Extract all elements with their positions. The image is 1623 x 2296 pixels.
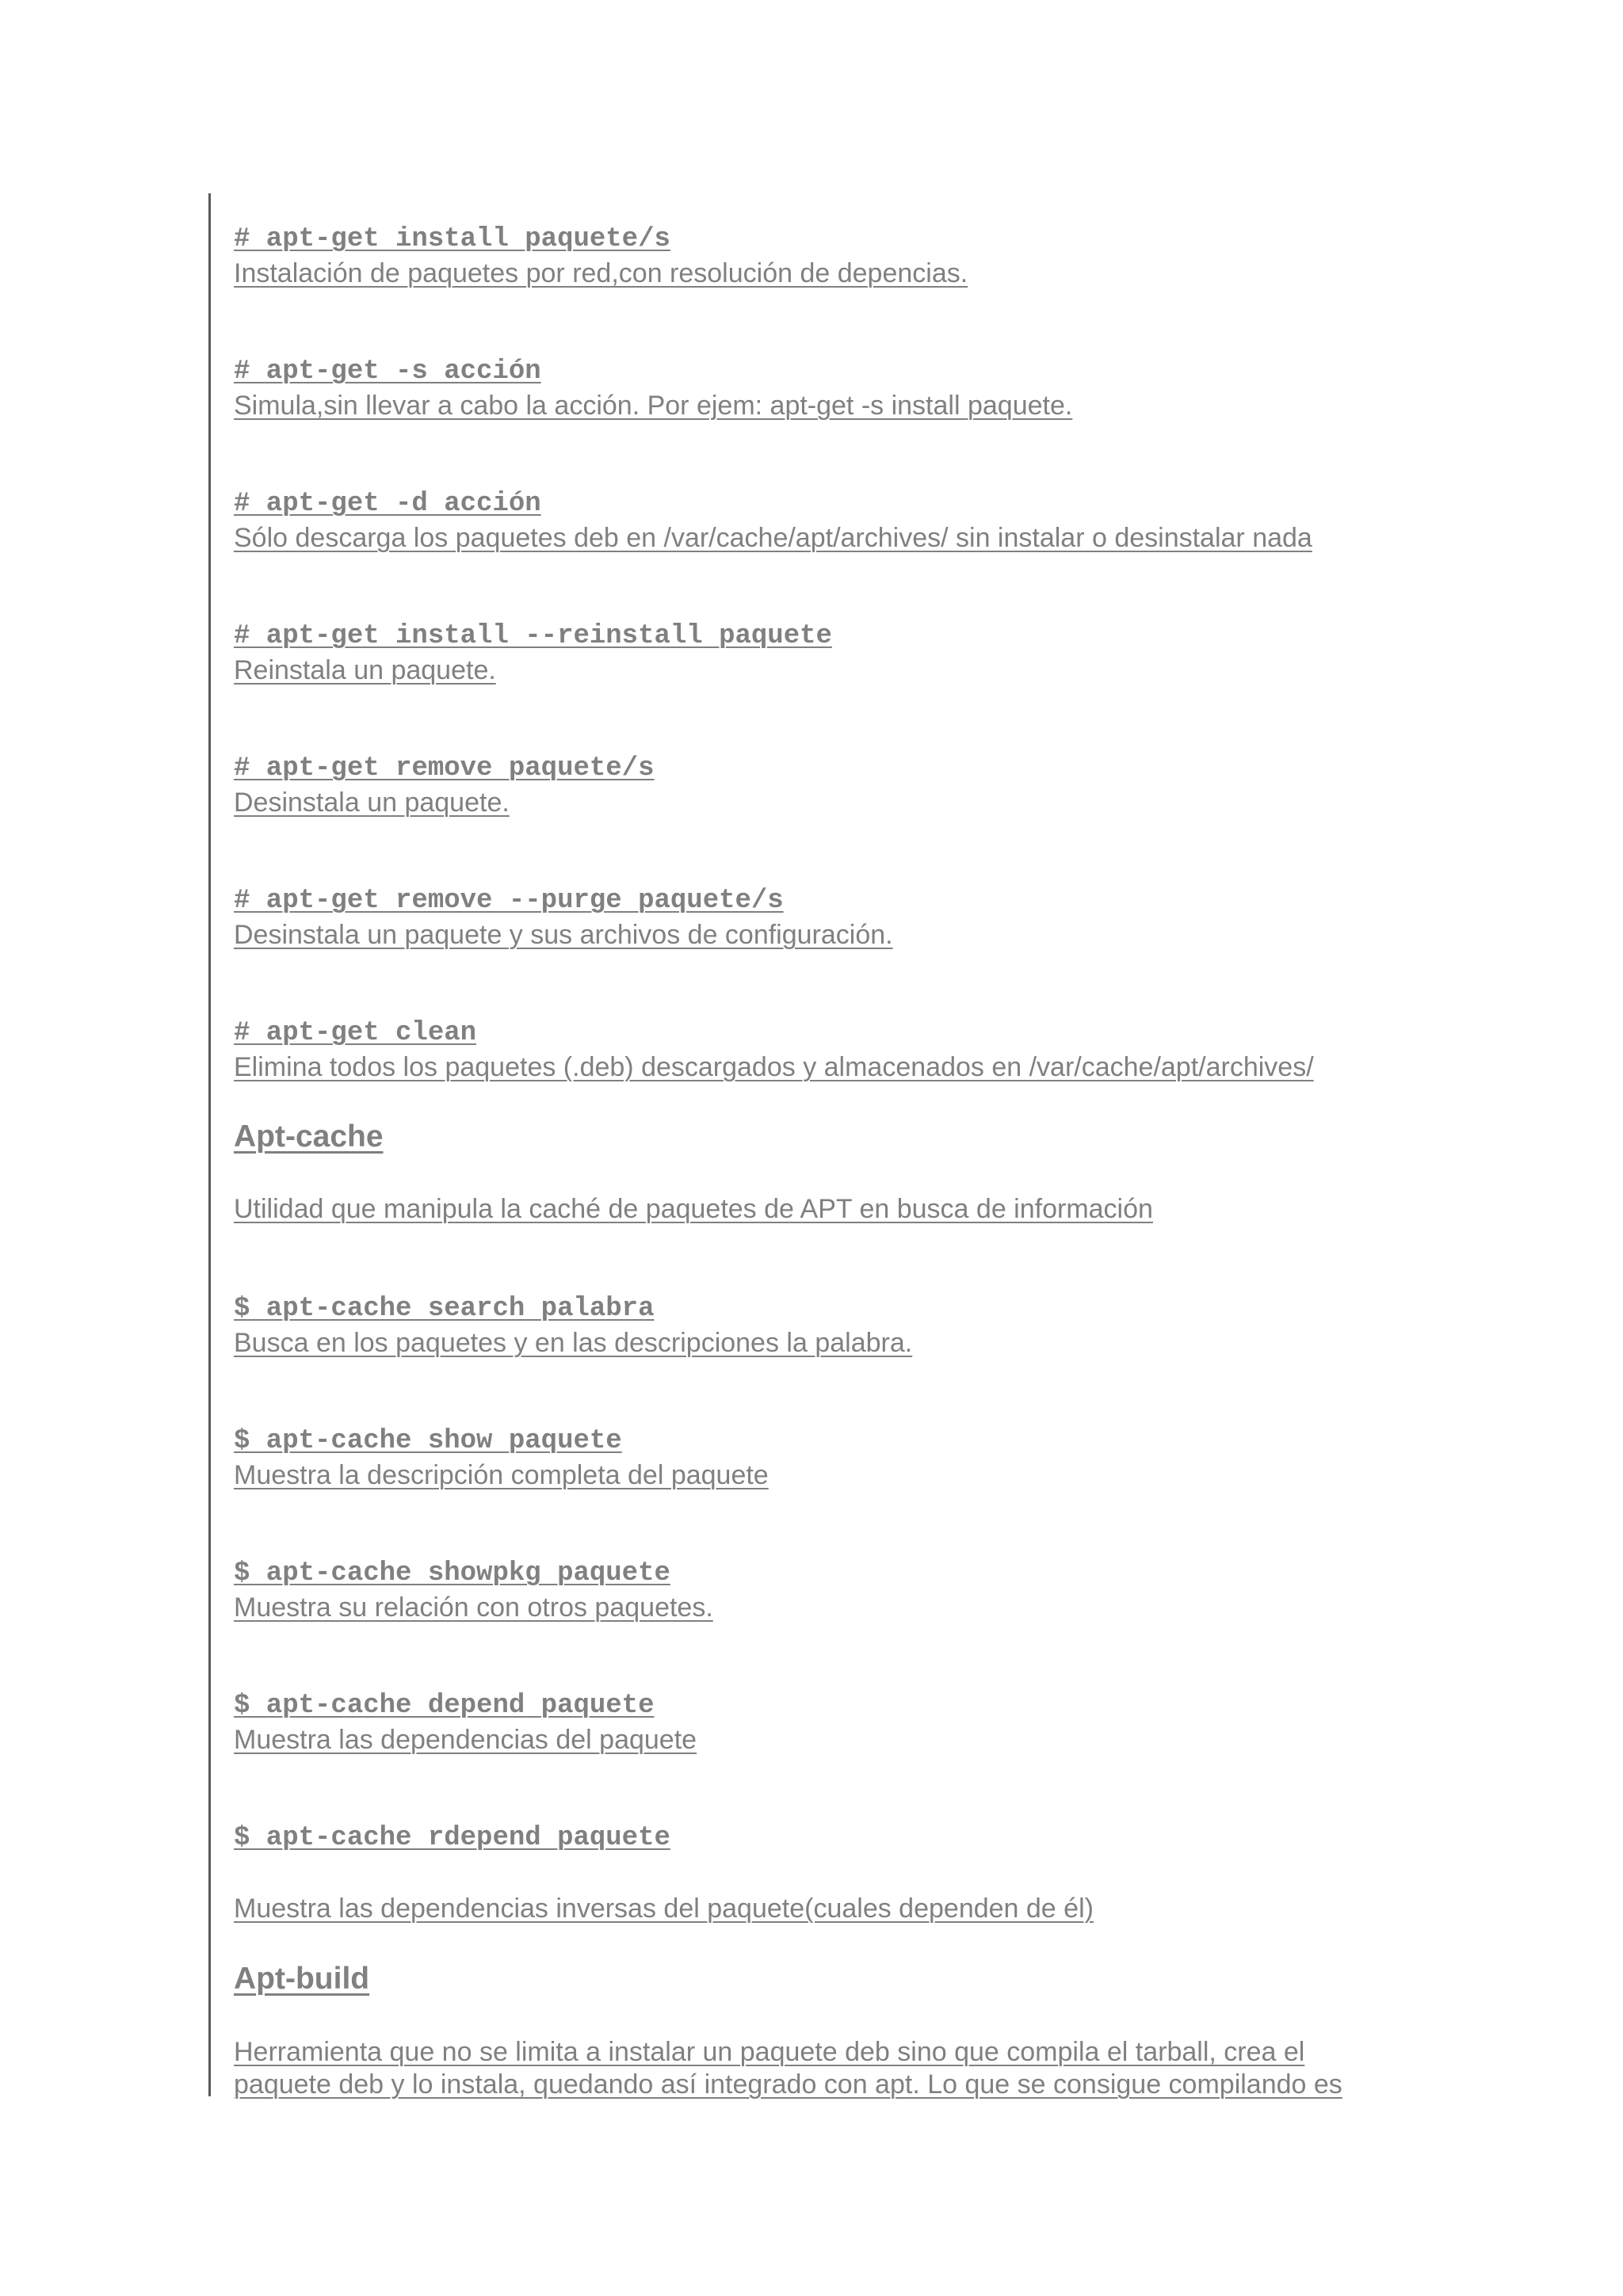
description-apt-cache-depend: Muestra las dependencias del paquete xyxy=(234,1725,697,1755)
description-apt-get-simulate: Simula,sin llevar a cabo la acción. Por ejem: apt-get -s install paquete. xyxy=(234,391,1073,421)
description-apt-get-clean: Elimina todos los paquetes (.deb) descargados y almacenados en /var/cache/apt/archives/ xyxy=(234,1052,1314,1082)
description-apt-cache-show: Muestra la descripción completa del paquete xyxy=(234,1460,769,1490)
section-heading-apt-build: Apt-build xyxy=(234,1962,370,1996)
command-apt-get-purge: # apt-get remove --purge paquete/s xyxy=(234,886,784,916)
section-heading-apt-cache: Apt-cache xyxy=(234,1119,384,1154)
command-apt-get-download: # apt-get -d acción xyxy=(234,489,541,519)
description-apt-cache-showpkg: Muestra su relación con otros paquetes. xyxy=(234,1592,713,1623)
command-apt-cache-depend: $ apt-cache depend paquete xyxy=(234,1691,655,1721)
command-apt-get-reinstall: # apt-get install --reinstall paquete xyxy=(234,621,832,651)
left-margin-rule xyxy=(208,193,211,2096)
command-apt-get-clean: # apt-get clean xyxy=(234,1018,477,1048)
apt-cache-intro: Utilidad que manipula la caché de paquetes de APT en busca de información xyxy=(234,1194,1153,1224)
description-apt-get-purge: Desinstala un paquete y sus archivos de configuración. xyxy=(234,920,893,950)
apt-build-intro-line-1: Herramienta que no se limita a instalar un paquete deb sino que compila el tarball, crea el xyxy=(234,2037,1305,2067)
command-apt-cache-showpkg: $ apt-cache showpkg paquete xyxy=(234,1558,670,1589)
command-apt-get-simulate: # apt-get -s acción xyxy=(234,357,541,387)
description-apt-cache-rdepend: Muestra las dependencias inversas del paquete(cuales dependen de él) xyxy=(234,1894,1094,1924)
description-apt-get-download: Sólo descarga los paquetes deb en /var/cache/apt/archives/ sin instalar o desinstalar nada xyxy=(234,523,1312,553)
command-apt-get-remove: # apt-get remove paquete/s xyxy=(234,753,655,784)
description-apt-get-install: Instalación de paquetes por red,con resolución de depencias. xyxy=(234,258,968,288)
command-apt-cache-search: $ apt-cache search palabra xyxy=(234,1294,655,1324)
description-apt-get-remove: Desinstala un paquete. xyxy=(234,788,510,818)
description-apt-cache-search: Busca en los paquetes y en las descripciones la palabra. xyxy=(234,1328,913,1358)
command-apt-cache-rdepend: $ apt-cache rdepend paquete xyxy=(234,1823,670,1853)
description-apt-get-reinstall: Reinstala un paquete. xyxy=(234,655,496,685)
command-apt-cache-show: $ apt-cache show paquete xyxy=(234,1426,622,1456)
apt-build-intro-line-2: paquete deb y lo instala, quedando así integrado con apt. Lo que se consigue compilando es xyxy=(234,2069,1342,2100)
command-apt-get-install: # apt-get install paquete/s xyxy=(234,224,670,254)
